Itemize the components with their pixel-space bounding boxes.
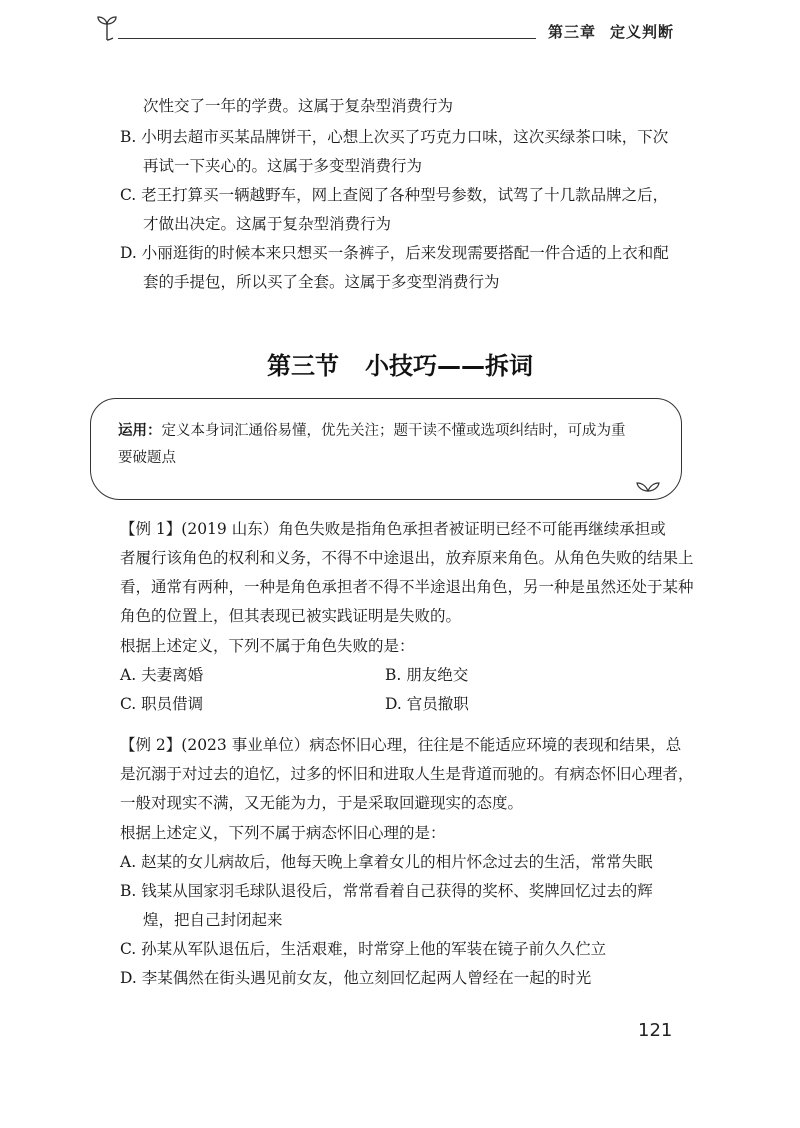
example2-option-b-line2: 煌，把自己封闭起来	[143, 911, 283, 929]
leaf-icon	[634, 478, 662, 494]
example2-line2: 是沉溺于对过去的追忆，过多的怀旧和进取人生是背道而驰的。有病态怀旧心理者，	[120, 765, 694, 783]
option-letter: C.	[120, 186, 137, 204]
prev-option-c-line2: 才做出决定。这属于复杂型消费行为	[143, 215, 392, 233]
usage-label: 运用：	[118, 423, 162, 439]
example2-option-d: D. 李某偶然在街头遇见前女友，他立刻回忆起两人曾经在一起的时光	[120, 969, 592, 987]
prev-option-d-line1: D. 小丽逛街的时候本来只想买一条裤子，后来发现需要搭配一件合适的上衣和配	[120, 244, 669, 262]
example1-line2: 者履行该角色的权利和义务，不得不中途退出，放弃原来角色。从角色失败的结果上	[120, 549, 694, 567]
page-number: 121	[638, 1020, 673, 1041]
example1-line1: 【例 1】(2019 山东）角色失败是指角色承担者被证明已经不可能再继续承担或	[120, 520, 666, 538]
header-rule	[118, 38, 536, 39]
example2-line3: 一般对现实不满，又无能为力，于是采取回避现实的态度。	[120, 794, 524, 812]
usage-callout-text: 运用：定义本身词汇通俗易懂，优先关注；题干读不懂或选项纠结时，可成为重 要破题点	[118, 423, 626, 466]
prev-option-c-line1: C. 老王打算买一辆越野车，网上查阅了各种型号参数，试驾了十几款品牌之后，	[120, 186, 669, 204]
example2-option-a: A. 赵某的女儿病故后，他每天晚上拿着女儿的相片怀念过去的生活，常常失眠	[120, 853, 653, 871]
example2-question: 根据上述定义，下列不属于病态怀旧心理的是：	[120, 824, 446, 842]
prev-option-b-line1: B. 小明去超市买某品牌饼干，心想上次买了巧克力口味，这次买绿茶口味，下次	[120, 128, 669, 146]
sprout-icon	[96, 12, 118, 42]
chapter-label: 第三章	[548, 23, 597, 41]
option-letter: B.	[120, 128, 137, 146]
example1-option-c: C. 职员借调	[120, 695, 204, 713]
section-heading	[0, 346, 800, 381]
option-a-continued: 次性交了一年的学费。这属于复杂型消费行为	[143, 97, 454, 115]
example1-option-b: B. 朋友绝交	[385, 666, 469, 684]
example1-line4: 角色的位置上，但其表现已被实践证明是失败的。	[120, 607, 462, 625]
prev-option-d-line2: 套的手提包，所以买了全套。这属于多变型消费行为	[143, 273, 500, 291]
section-number: 第三节	[267, 352, 339, 380]
running-header	[548, 21, 674, 42]
section-title: 小技巧——拆词	[365, 352, 533, 380]
example1-line3: 看，通常有两种，一种是角色承担者不得不半途退出角色，另一种是虽然还处于某种	[120, 578, 694, 596]
chapter-title: 定义判断	[610, 23, 675, 41]
example1-option-d: D. 官员撤职	[385, 695, 469, 713]
example1-options	[120, 666, 720, 726]
example2-line1: 【例 2】(2023 事业单位）病态怀旧心理，往往是不能适应环境的表现和结果，总	[120, 736, 682, 754]
example1-option-a: A. 夫妻离婚	[120, 666, 204, 684]
prev-option-b-line2: 再试一下夹心的。这属于多变型消费行为	[143, 157, 423, 175]
example2-option-b-line1: B. 钱某从国家羽毛球队退役后，常常看着自己获得的奖杯、奖牌回忆过去的辉	[120, 882, 653, 900]
option-letter: D.	[120, 244, 137, 262]
example2-option-c: C. 孙某从军队退伍后，生活艰难，时常穿上他的军装在镜子前久久伫立	[120, 940, 607, 958]
example1-question: 根据上述定义，下列不属于角色失败的是：	[120, 637, 415, 655]
